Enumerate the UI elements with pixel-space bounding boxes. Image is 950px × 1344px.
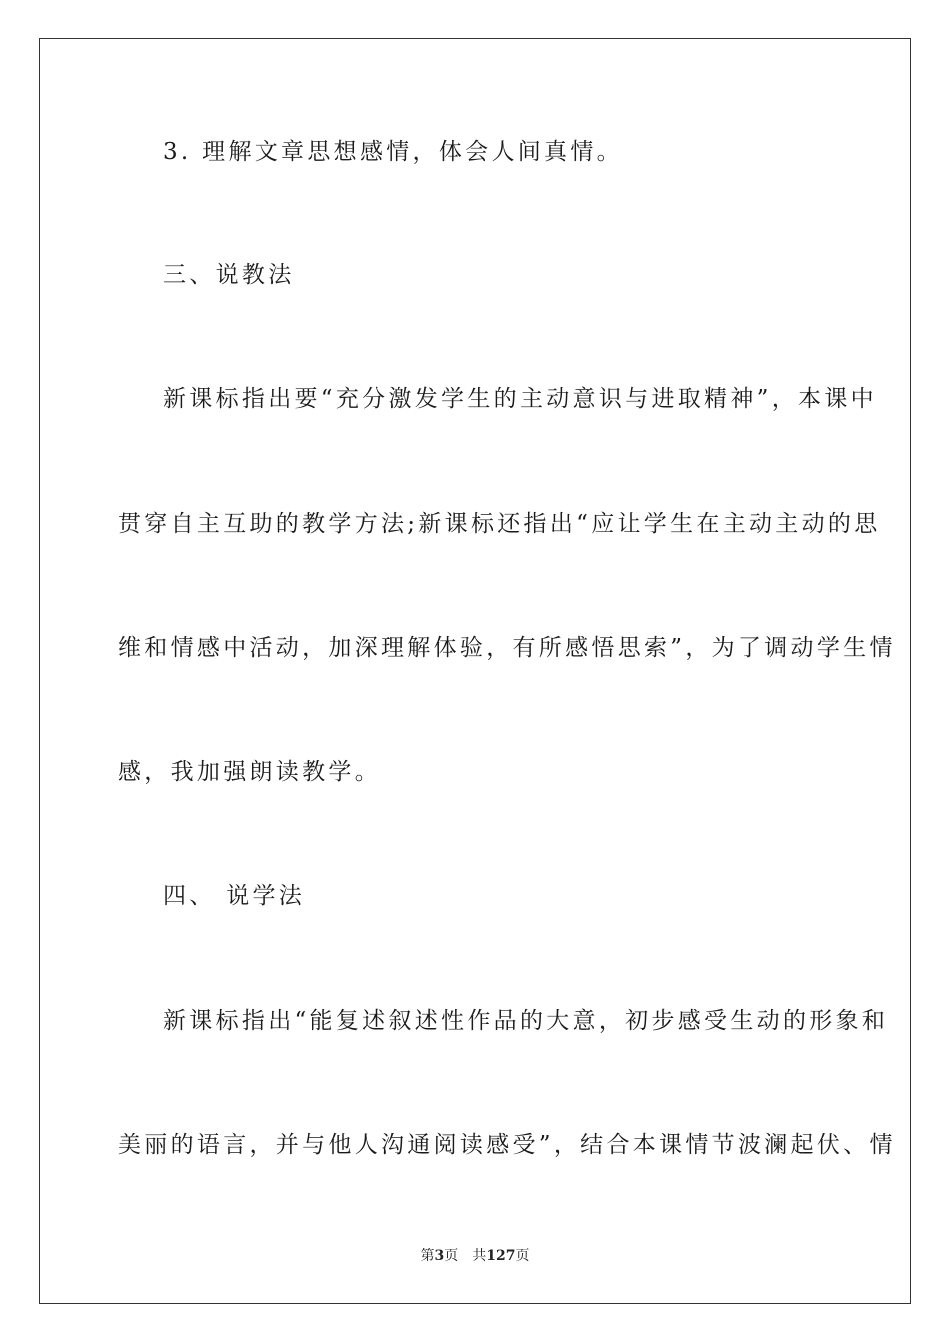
objective-line-3: 3. 理解文章思想感情，体会人间真情。 [163, 139, 623, 165]
total-suffix: 页 [515, 1248, 530, 1264]
paragraph-line: 贯穿自主互助的教学方法;新课标还指出“应让学生在主动主动的思 [118, 511, 881, 537]
paragraph-line: 维和情感中活动，加深理解体验，有所感悟思索”，为了调动学生情 [118, 635, 896, 661]
total-prefix: 共 [472, 1248, 487, 1264]
page-footer [0, 1246, 950, 1266]
page-frame [39, 38, 911, 1304]
total-pages: 127 [486, 1248, 516, 1264]
paragraph-line: 新课标指出要“充分激发学生的主动意识与进取精神”，本课中 [163, 386, 877, 412]
paragraph-line: 美丽的语言，并与他人沟通阅读感受”，结合本课情节波澜起伏、情 [118, 1132, 896, 1158]
paragraph-line: 新课标指出“能复述叙述性作品的大意，初步感受生动的形象和 [163, 1008, 889, 1034]
page-suffix: 页 [444, 1248, 459, 1264]
page-number: 3 [434, 1248, 445, 1264]
section-heading-teaching-method: 三、说教法 [163, 262, 295, 288]
section-heading-learning-method: 四、 说学法 [163, 883, 306, 909]
page-prefix: 第 [420, 1248, 435, 1264]
paragraph-line: 感，我加强朗读教学。 [118, 759, 381, 785]
